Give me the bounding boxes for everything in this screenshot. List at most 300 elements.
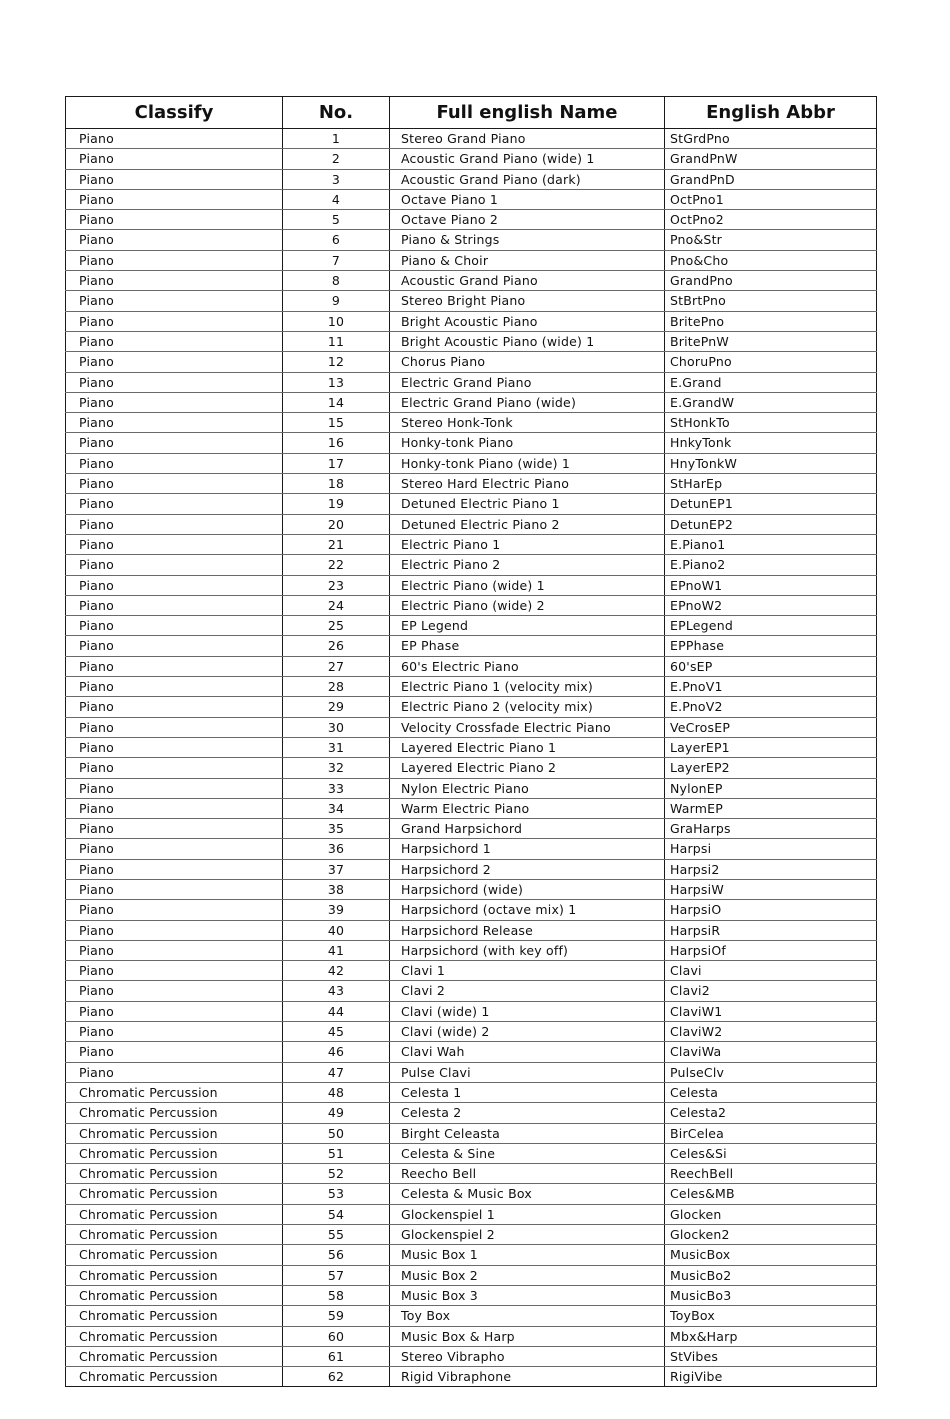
header-abbreviation: English Abbr (665, 97, 877, 129)
table-row (66, 230, 877, 250)
table-row (66, 879, 877, 899)
table-row (66, 555, 877, 575)
cell-number: 24 (283, 595, 390, 615)
cell-abbreviation: BirCelea (665, 1123, 877, 1143)
cell-classify: Piano (66, 392, 283, 412)
cell-abbreviation: EPnoW1 (665, 575, 877, 595)
cell-number: 29 (283, 697, 390, 717)
cell-number: 12 (283, 352, 390, 372)
cell-number: 48 (283, 1082, 390, 1102)
cell-classify: Piano (66, 1042, 283, 1062)
cell-full-name: Harpsichord Release (390, 920, 665, 940)
cell-classify: Chromatic Percussion (66, 1164, 283, 1184)
table-row (66, 311, 877, 331)
cell-full-name: Electric Grand Piano (390, 372, 665, 392)
cell-full-name: Piano & Strings (390, 230, 665, 250)
cell-number: 18 (283, 474, 390, 494)
cell-classify: Piano (66, 1022, 283, 1042)
table-row (66, 900, 877, 920)
cell-full-name: Clavi Wah (390, 1042, 665, 1062)
cell-number: 32 (283, 758, 390, 778)
cell-number: 37 (283, 859, 390, 879)
cell-full-name: Stereo Vibrapho (390, 1346, 665, 1366)
cell-abbreviation: PulseClv (665, 1062, 877, 1082)
cell-number: 30 (283, 717, 390, 737)
cell-full-name: Harpsichord 2 (390, 859, 665, 879)
cell-full-name: Reecho Bell (390, 1164, 665, 1184)
cell-number: 10 (283, 311, 390, 331)
cell-number: 58 (283, 1285, 390, 1305)
cell-abbreviation: StHonkTo (665, 413, 877, 433)
cell-abbreviation: 60'sEP (665, 656, 877, 676)
table-row (66, 758, 877, 778)
table-row (66, 636, 877, 656)
header-number: No. (283, 97, 390, 129)
cell-abbreviation: NylonEP (665, 778, 877, 798)
cell-number: 23 (283, 575, 390, 595)
table-row (66, 1164, 877, 1184)
cell-number: 54 (283, 1204, 390, 1224)
cell-full-name: Celesta & Music Box (390, 1184, 665, 1204)
table-row (66, 250, 877, 270)
cell-number: 41 (283, 940, 390, 960)
cell-classify: Chromatic Percussion (66, 1306, 283, 1326)
cell-abbreviation: Celesta (665, 1082, 877, 1102)
cell-full-name: Detuned Electric Piano 2 (390, 514, 665, 534)
cell-abbreviation: GraHarps (665, 819, 877, 839)
cell-abbreviation: RigiVibe (665, 1367, 877, 1387)
table-row (66, 534, 877, 554)
cell-full-name: Harpsichord (with key off) (390, 940, 665, 960)
cell-full-name: Harpsichord (wide) (390, 879, 665, 899)
cell-full-name: EP Legend (390, 616, 665, 636)
table-row (66, 413, 877, 433)
cell-classify: Piano (66, 1062, 283, 1082)
cell-abbreviation: HarpsiO (665, 900, 877, 920)
cell-classify: Piano (66, 900, 283, 920)
header-full-name: Full english Name (390, 97, 665, 129)
cell-classify: Piano (66, 798, 283, 818)
cell-abbreviation: Mbx&Harp (665, 1326, 877, 1346)
cell-abbreviation: StBrtPno (665, 291, 877, 311)
cell-full-name: Electric Piano 2 (390, 555, 665, 575)
cell-abbreviation: Glocken2 (665, 1225, 877, 1245)
cell-full-name: Electric Piano 1 (velocity mix) (390, 677, 665, 697)
cell-number: 40 (283, 920, 390, 940)
cell-abbreviation: ToyBox (665, 1306, 877, 1326)
cell-full-name: Warm Electric Piano (390, 798, 665, 818)
cell-classify: Chromatic Percussion (66, 1265, 283, 1285)
cell-classify: Piano (66, 250, 283, 270)
cell-abbreviation: HarpsiR (665, 920, 877, 940)
cell-abbreviation: Celesta2 (665, 1103, 877, 1123)
cell-classify: Chromatic Percussion (66, 1367, 283, 1387)
cell-abbreviation: EPLegend (665, 616, 877, 636)
cell-classify: Piano (66, 575, 283, 595)
cell-full-name: Birght Celeasta (390, 1123, 665, 1143)
cell-full-name: Clavi 2 (390, 981, 665, 1001)
table-row (66, 1082, 877, 1102)
cell-number: 36 (283, 839, 390, 859)
cell-abbreviation: ClaviWa (665, 1042, 877, 1062)
cell-abbreviation: StGrdPno (665, 129, 877, 149)
table-row (66, 1022, 877, 1042)
cell-abbreviation: EPnoW2 (665, 595, 877, 615)
cell-classify: Chromatic Percussion (66, 1285, 283, 1305)
table-body (66, 129, 877, 1387)
cell-full-name: EP Phase (390, 636, 665, 656)
table-row (66, 656, 877, 676)
cell-classify: Piano (66, 210, 283, 230)
table-row (66, 1001, 877, 1021)
cell-classify: Piano (66, 291, 283, 311)
cell-classify: Piano (66, 1001, 283, 1021)
cell-number: 20 (283, 514, 390, 534)
cell-abbreviation: StHarEp (665, 474, 877, 494)
cell-number: 2 (283, 149, 390, 169)
cell-number: 6 (283, 230, 390, 250)
table-row (66, 595, 877, 615)
cell-abbreviation: LayerEP2 (665, 758, 877, 778)
cell-classify: Piano (66, 230, 283, 250)
cell-abbreviation: BritePnW (665, 331, 877, 351)
cell-full-name: Pulse Clavi (390, 1062, 665, 1082)
cell-number: 31 (283, 737, 390, 757)
cell-classify: Piano (66, 920, 283, 940)
cell-classify: Piano (66, 697, 283, 717)
cell-abbreviation: MusicBo3 (665, 1285, 877, 1305)
cell-full-name: Bright Acoustic Piano (wide) 1 (390, 331, 665, 351)
cell-abbreviation: HarpsiW (665, 879, 877, 899)
cell-classify: Piano (66, 413, 283, 433)
cell-number: 52 (283, 1164, 390, 1184)
cell-number: 4 (283, 189, 390, 209)
table-row (66, 1265, 877, 1285)
cell-full-name: Honky-tonk Piano (390, 433, 665, 453)
cell-number: 38 (283, 879, 390, 899)
cell-number: 53 (283, 1184, 390, 1204)
cell-number: 39 (283, 900, 390, 920)
cell-classify: Piano (66, 677, 283, 697)
cell-classify: Piano (66, 595, 283, 615)
table-row (66, 981, 877, 1001)
cell-classify: Piano (66, 129, 283, 149)
cell-abbreviation: Clavi2 (665, 981, 877, 1001)
cell-classify: Piano (66, 737, 283, 757)
cell-number: 27 (283, 656, 390, 676)
cell-number: 59 (283, 1306, 390, 1326)
cell-classify: Piano (66, 149, 283, 169)
cell-full-name: Nylon Electric Piano (390, 778, 665, 798)
cell-full-name: Detuned Electric Piano 1 (390, 494, 665, 514)
cell-abbreviation: DetunEP2 (665, 514, 877, 534)
table-row (66, 940, 877, 960)
cell-full-name: Electric Piano 1 (390, 534, 665, 554)
cell-abbreviation: ClaviW2 (665, 1022, 877, 1042)
cell-full-name: Music Box 3 (390, 1285, 665, 1305)
cell-abbreviation: StVibes (665, 1346, 877, 1366)
cell-classify: Piano (66, 879, 283, 899)
cell-classify: Piano (66, 534, 283, 554)
table-row (66, 961, 877, 981)
cell-abbreviation: OctPno2 (665, 210, 877, 230)
cell-number: 28 (283, 677, 390, 697)
cell-full-name: Celesta & Sine (390, 1143, 665, 1163)
cell-number: 11 (283, 331, 390, 351)
cell-classify: Piano (66, 981, 283, 1001)
cell-number: 43 (283, 981, 390, 1001)
table-row (66, 1225, 877, 1245)
cell-abbreviation: Pno&Cho (665, 250, 877, 270)
table-row (66, 1042, 877, 1062)
cell-number: 13 (283, 372, 390, 392)
cell-full-name: Layered Electric Piano 2 (390, 758, 665, 778)
cell-classify: Chromatic Percussion (66, 1184, 283, 1204)
cell-number: 3 (283, 169, 390, 189)
table-row (66, 798, 877, 818)
cell-abbreviation: Celes&MB (665, 1184, 877, 1204)
table-row (66, 1143, 877, 1163)
table-row (66, 291, 877, 311)
cell-full-name: Electric Piano (wide) 2 (390, 595, 665, 615)
cell-abbreviation: ClaviW1 (665, 1001, 877, 1021)
cell-abbreviation: OctPno1 (665, 189, 877, 209)
cell-classify: Chromatic Percussion (66, 1123, 283, 1143)
cell-number: 15 (283, 413, 390, 433)
cell-classify: Chromatic Percussion (66, 1225, 283, 1245)
cell-abbreviation: E.PnoV2 (665, 697, 877, 717)
table-row (66, 1346, 877, 1366)
cell-number: 44 (283, 1001, 390, 1021)
cell-classify: Piano (66, 514, 283, 534)
cell-classify: Piano (66, 778, 283, 798)
cell-full-name: Stereo Grand Piano (390, 129, 665, 149)
cell-full-name: Velocity Crossfade Electric Piano (390, 717, 665, 737)
table-row (66, 778, 877, 798)
cell-classify: Chromatic Percussion (66, 1082, 283, 1102)
cell-full-name: Layered Electric Piano 1 (390, 737, 665, 757)
table-row (66, 189, 877, 209)
cell-abbreviation: Celes&Si (665, 1143, 877, 1163)
cell-abbreviation: ReechBell (665, 1164, 877, 1184)
cell-full-name: Electric Piano 2 (velocity mix) (390, 697, 665, 717)
table-row (66, 717, 877, 737)
cell-number: 19 (283, 494, 390, 514)
cell-abbreviation: E.GrandW (665, 392, 877, 412)
table-row (66, 839, 877, 859)
table-row (66, 575, 877, 595)
cell-number: 60 (283, 1326, 390, 1346)
cell-number: 62 (283, 1367, 390, 1387)
cell-classify: Piano (66, 331, 283, 351)
cell-classify: Piano (66, 616, 283, 636)
cell-abbreviation: WarmEP (665, 798, 877, 818)
cell-number: 55 (283, 1225, 390, 1245)
cell-abbreviation: GrandPnD (665, 169, 877, 189)
table-row (66, 1123, 877, 1143)
cell-full-name: Toy Box (390, 1306, 665, 1326)
cell-abbreviation: HarpsiOf (665, 940, 877, 960)
cell-number: 8 (283, 271, 390, 291)
cell-number: 21 (283, 534, 390, 554)
cell-abbreviation: Pno&Str (665, 230, 877, 250)
cell-abbreviation: HnkyTonk (665, 433, 877, 453)
cell-classify: Chromatic Percussion (66, 1326, 283, 1346)
cell-number: 50 (283, 1123, 390, 1143)
cell-number: 5 (283, 210, 390, 230)
cell-number: 49 (283, 1103, 390, 1123)
cell-full-name: Stereo Hard Electric Piano (390, 474, 665, 494)
table-row (66, 1367, 877, 1387)
cell-full-name: Stereo Honk-Tonk (390, 413, 665, 433)
cell-number: 46 (283, 1042, 390, 1062)
cell-full-name: Octave Piano 2 (390, 210, 665, 230)
table-row (66, 149, 877, 169)
cell-classify: Piano (66, 758, 283, 778)
table-row (66, 737, 877, 757)
cell-full-name: Celesta 2 (390, 1103, 665, 1123)
cell-full-name: Acoustic Grand Piano (dark) (390, 169, 665, 189)
cell-classify: Piano (66, 656, 283, 676)
cell-full-name: Electric Grand Piano (wide) (390, 392, 665, 412)
cell-full-name: Piano & Choir (390, 250, 665, 270)
cell-number: 57 (283, 1265, 390, 1285)
cell-full-name: Octave Piano 1 (390, 189, 665, 209)
cell-classify: Piano (66, 271, 283, 291)
cell-classify: Chromatic Percussion (66, 1245, 283, 1265)
cell-full-name: Chorus Piano (390, 352, 665, 372)
table-row (66, 433, 877, 453)
cell-number: 1 (283, 129, 390, 149)
cell-number: 7 (283, 250, 390, 270)
cell-classify: Chromatic Percussion (66, 1346, 283, 1366)
cell-full-name: Bright Acoustic Piano (390, 311, 665, 331)
table-row (66, 1062, 877, 1082)
cell-abbreviation: E.Piano1 (665, 534, 877, 554)
cell-full-name: Clavi (wide) 2 (390, 1022, 665, 1042)
cell-full-name: Glockenspiel 2 (390, 1225, 665, 1245)
cell-full-name: Honky-tonk Piano (wide) 1 (390, 453, 665, 473)
table-row (66, 494, 877, 514)
table-row (66, 1103, 877, 1123)
cell-abbreviation: MusicBo2 (665, 1265, 877, 1285)
table-row (66, 129, 877, 149)
cell-full-name: Acoustic Grand Piano (wide) 1 (390, 149, 665, 169)
cell-number: 26 (283, 636, 390, 656)
cell-classify: Chromatic Percussion (66, 1103, 283, 1123)
cell-number: 14 (283, 392, 390, 412)
cell-number: 25 (283, 616, 390, 636)
cell-number: 34 (283, 798, 390, 818)
cell-full-name: Clavi 1 (390, 961, 665, 981)
cell-full-name: Clavi (wide) 1 (390, 1001, 665, 1021)
table-row (66, 697, 877, 717)
cell-abbreviation: E.Grand (665, 372, 877, 392)
header-row (66, 97, 877, 129)
cell-abbreviation: Harpsi2 (665, 859, 877, 879)
cell-full-name: Rigid Vibraphone (390, 1367, 665, 1387)
cell-classify: Piano (66, 169, 283, 189)
table-row (66, 514, 877, 534)
cell-number: 45 (283, 1022, 390, 1042)
table-row (66, 474, 877, 494)
cell-full-name: Celesta 1 (390, 1082, 665, 1102)
cell-abbreviation: DetunEP1 (665, 494, 877, 514)
header-classify: Classify (66, 97, 283, 129)
cell-full-name: Acoustic Grand Piano (390, 271, 665, 291)
cell-classify: Piano (66, 189, 283, 209)
cell-full-name: Music Box 1 (390, 1245, 665, 1265)
cell-abbreviation: Glocken (665, 1204, 877, 1224)
table-row (66, 1306, 877, 1326)
cell-full-name: Harpsichord (octave mix) 1 (390, 900, 665, 920)
cell-full-name: Harpsichord 1 (390, 839, 665, 859)
table-row (66, 392, 877, 412)
table-row (66, 1245, 877, 1265)
table-row (66, 271, 877, 291)
table-row (66, 1184, 877, 1204)
cell-classify: Piano (66, 494, 283, 514)
cell-classify: Piano (66, 311, 283, 331)
cell-abbreviation: MusicBox (665, 1245, 877, 1265)
table-row (66, 453, 877, 473)
table-header (66, 97, 877, 129)
cell-abbreviation: GrandPno (665, 271, 877, 291)
cell-abbreviation: E.Piano2 (665, 555, 877, 575)
table-row (66, 616, 877, 636)
voice-list-table (65, 96, 877, 1387)
table-row (66, 1285, 877, 1305)
cell-classify: Piano (66, 940, 283, 960)
cell-full-name: Stereo Bright Piano (390, 291, 665, 311)
cell-classify: Piano (66, 352, 283, 372)
cell-classify: Piano (66, 961, 283, 981)
cell-number: 33 (283, 778, 390, 798)
cell-abbreviation: VeCrosEP (665, 717, 877, 737)
cell-abbreviation: E.PnoV1 (665, 677, 877, 697)
cell-classify: Piano (66, 819, 283, 839)
cell-number: 42 (283, 961, 390, 981)
table-row (66, 352, 877, 372)
table-row (66, 819, 877, 839)
table-row (66, 677, 877, 697)
table-row (66, 859, 877, 879)
cell-abbreviation: Clavi (665, 961, 877, 981)
cell-abbreviation: ChoruPno (665, 352, 877, 372)
cell-full-name: Music Box 2 (390, 1265, 665, 1285)
cell-classify: Piano (66, 717, 283, 737)
table-row (66, 1326, 877, 1346)
cell-classify: Piano (66, 636, 283, 656)
table-row (66, 169, 877, 189)
cell-abbreviation: Harpsi (665, 839, 877, 859)
table-row (66, 210, 877, 230)
table-row (66, 372, 877, 392)
cell-classify: Chromatic Percussion (66, 1204, 283, 1224)
cell-full-name: Glockenspiel 1 (390, 1204, 665, 1224)
cell-classify: Piano (66, 555, 283, 575)
cell-abbreviation: BritePno (665, 311, 877, 331)
cell-classify: Piano (66, 839, 283, 859)
cell-full-name: Grand Harpsichord (390, 819, 665, 839)
table-row (66, 920, 877, 940)
table-row (66, 331, 877, 351)
cell-number: 51 (283, 1143, 390, 1163)
cell-classify: Piano (66, 372, 283, 392)
table-row (66, 1204, 877, 1224)
cell-number: 9 (283, 291, 390, 311)
cell-classify: Piano (66, 474, 283, 494)
